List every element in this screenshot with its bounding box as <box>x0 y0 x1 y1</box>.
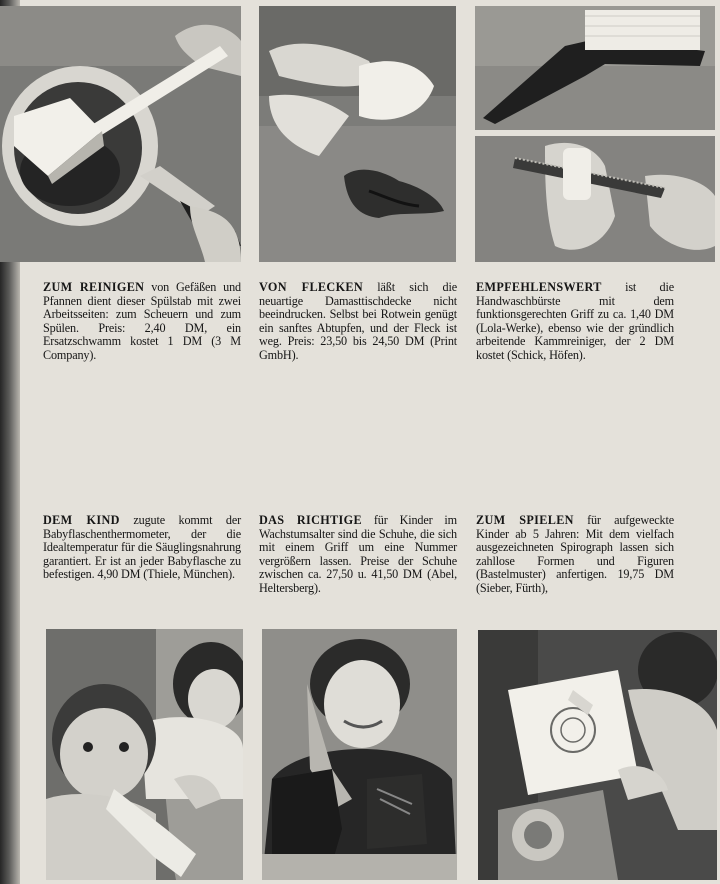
photo-spirograph-child-drawing <box>478 630 717 880</box>
caption-text: ist die Handwaschbürste mit dem funktionsgerechten Griff zu ca. 1,40 DM (Lola-Werke), ebenso wie der gründlich arbeitende Kammreiniger, der 2 DM kostet (Schick, Höfen). <box>476 280 674 362</box>
caption-sponge-wand <box>43 281 241 363</box>
photo-damask-tablecloth-stain <box>259 6 456 262</box>
photo-sponge-wand-pan <box>0 6 241 262</box>
caption-tablecloth <box>259 281 457 363</box>
caption-children-shoes <box>259 514 457 596</box>
caption-lead: DAS RICHTIGE <box>259 513 362 527</box>
photo-comb-cleaner <box>475 136 715 262</box>
photo-woman-adjustable-shoes <box>262 629 457 880</box>
caption-text: von Gefäßen und Pfannen dient dieser Spülstab mit zwei Arbeitsseiten: zum Scheuern und zum Spülen. Preis: 2,40 DM, ein Ersatzschwamm kostet 1 DM (3 M Company). <box>43 280 241 362</box>
caption-text: für aufgeweckte Kinder ab 5 Jahren: Mit dem vielfach ausgezeichneten Spirograph lassen sich zahllose Formen und Figuren (Bastelmuster) anfertigen. 19,75 DM (Sieber, Fürth), <box>476 513 674 595</box>
caption-lead: ZUM SPIELEN <box>476 513 574 527</box>
caption-lead: VON FLECKEN <box>259 280 364 294</box>
caption-lead: ZUM REINIGEN <box>43 280 145 294</box>
photo-hand-wash-brush <box>475 6 715 130</box>
caption-text: für Kinder im Wachstumsalter sind die Schuhe, die sich mit einem Griff um eine Nummer vergrößern lassen. Preise der Schuhe zwischen ca. 27,50 u. 41,50 DM (Abel, Heltersberg). <box>259 513 457 595</box>
caption-spirograph <box>476 514 674 596</box>
caption-lead: DEM KIND <box>43 513 120 527</box>
caption-lead: EMPFEHLENSWERT <box>476 280 602 294</box>
caption-text: zugute kommt der Babyflaschenthermometer, der die Idealtemperatur für die Säuglingsnahrung garantiert. Er ist an jeder Babyflasche zu befestigen. 4,90 DM (Thiele, München). <box>43 513 242 582</box>
photo-baby-bottle <box>46 629 243 880</box>
caption-baby-thermometer <box>43 514 241 582</box>
caption-text: läßt sich die neuartige Damasttischdecke nicht beeindrucken. Selbst bei Rotwein genügt ein sanftes Abtupfen, und der Fleck ist weg. Preis: 23,50 bis 24,50 DM (Print GmbH). <box>259 280 457 362</box>
caption-brush-comb <box>476 281 674 363</box>
